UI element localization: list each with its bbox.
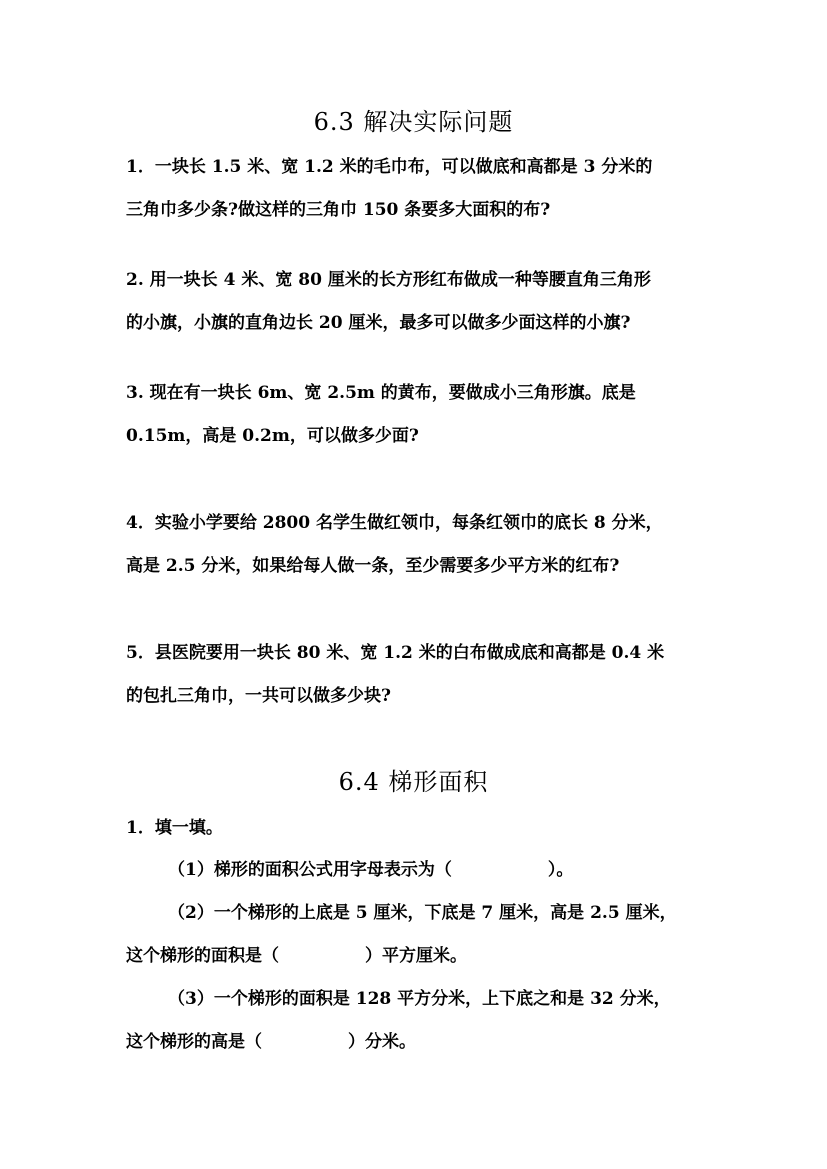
question-4-line-2: 高是 2.5 分米，如果给每人做一条，至少需要多少平方米的红布? xyxy=(126,556,620,576)
fill-item-3-line-1: （3）一个梯形的面积是 128 平方分米，上下底之和是 32 分米， xyxy=(168,989,671,1009)
fill-item-1-text-before: （1）梯形的面积公式用字母表示为（ xyxy=(168,860,452,880)
section-title-6-4: 6.4 梯形面积 xyxy=(338,768,489,796)
question-2-line-2: 的小旗，小旗的直角边长 20 厘米，最多可以做多少面这样的小旗? xyxy=(126,313,631,333)
question-5-line-1: 5．县医院要用一块长 80 米、宽 1.2 米的白布做成底和高都是 0.4 米 xyxy=(126,643,665,663)
fill-item-2-text-after: ）平方厘米。 xyxy=(365,946,467,966)
fill-item-1-text-after: ）。 xyxy=(547,860,574,880)
question-3-line-2: 0.15m，高是 0.2m，可以做多少面? xyxy=(126,426,419,446)
fill-item-2-line-2 xyxy=(126,944,467,968)
fill-item-2-text-before: 这个梯形的面积是（ xyxy=(126,946,279,966)
fill-item-3-text-before: 这个梯形的高是（ xyxy=(126,1032,262,1052)
section-title-6-3: 6.3 解决实际问题 xyxy=(313,108,514,136)
question-5-line-2: 的包扎三角巾，一共可以做多少块? xyxy=(126,686,391,706)
question-1-line-2: 三角巾多少条?做这样的三角巾 150 条要多大面积的布? xyxy=(126,200,551,220)
question-1-line-1: 1．一块长 1.5 米、宽 1.2 米的毛巾布，可以做底和高都是 3 分米的 xyxy=(126,157,653,177)
fill-item-1 xyxy=(168,858,573,882)
question-2-line-1: 2. 用一块长 4 米、宽 80 厘米的长方形红布做成一种等腰直角三角形 xyxy=(126,270,651,290)
question-4-line-1: 4．实验小学要给 2800 名学生做红领巾，每条红领巾的底长 8 分米， xyxy=(126,513,663,533)
fill-item-3-line-2 xyxy=(126,1030,416,1054)
question-3-line-1: 3. 现在有一块长 6m、宽 2.5m 的黄布，要做成小三角形旗。底是 xyxy=(126,383,636,403)
fill-in-intro: 1．填一填。 xyxy=(126,818,223,838)
fill-item-2-line-1: （2）一个梯形的上底是 5 厘米，下底是 7 厘米，高是 2.5 厘米， xyxy=(168,903,677,923)
fill-item-3-text-after: ）分米。 xyxy=(348,1032,416,1052)
